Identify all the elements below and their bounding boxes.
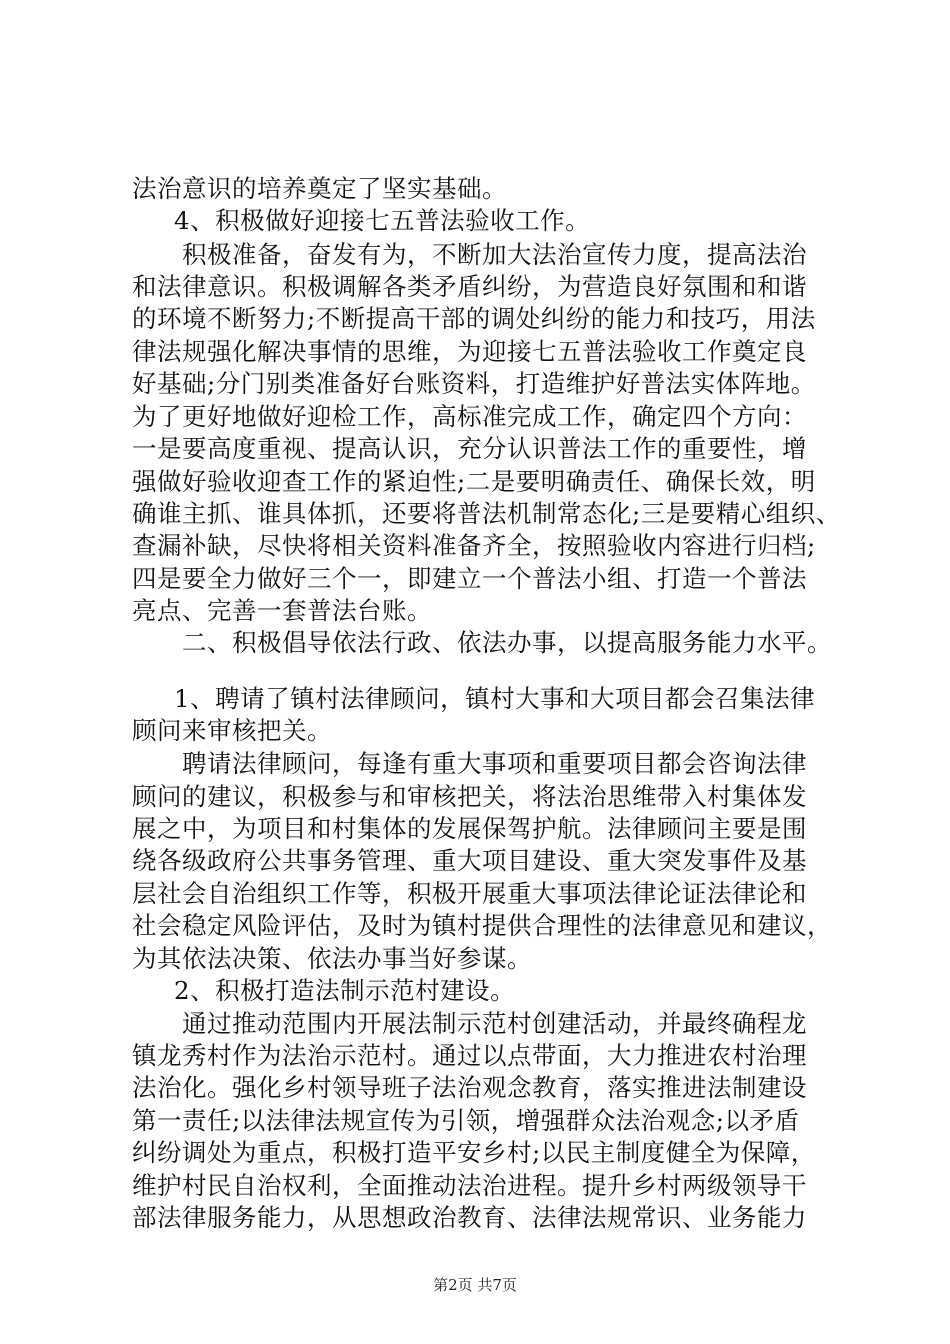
text-line: 维护村民自治权利，全面推动法治进程。提升乡村两级领导干 [132, 1171, 807, 1200]
text-line: 社会稳定风险评估，及时为镇村提供合理性的法律意见和建议， [132, 911, 832, 940]
text-line: 和法律意识。积极调解各类矛盾纠纷，为营造良好氛围和和谐 [132, 272, 807, 301]
text-line: 好基础;分门别类准备好台账资料，打造维护好普法实体阵地。 [132, 369, 816, 398]
text-line: 的环境不断努力;不断提高干部的调处纠纷的能力和技巧，用法 [132, 304, 816, 333]
text-line: 确谁主抓、谁具体抓，还要将普法机制常态化;三是要精心组织、 [132, 499, 841, 528]
text-line: 1、聘请了镇村法律顾问，镇村大事和大项目都会召集法律 [174, 684, 816, 713]
text-line: 为了更好地做好迎检工作，高标准完成工作，确定四个方向： [132, 402, 807, 431]
text-line: 纠纷调处为重点，积极打造平安乡村;以民主制度健全为保障， [132, 1138, 816, 1167]
text-line: 聘请法律顾问，每逢有重大事项和重要项目都会咨询法律 [182, 749, 807, 778]
text-line: 律法规强化解决事情的思维，为迎接七五普法验收工作奠定良 [132, 337, 807, 366]
text-line: 4、积极做好迎接七五普法验收工作。 [174, 206, 591, 235]
text-line: 一是要高度重视、提高认识，充分认识普法工作的重要性，增 [132, 434, 807, 463]
text-line: 镇龙秀村作为法治示范村。通过以点带面，大力推进农村治理 [132, 1041, 807, 1070]
text-line: 展之中，为项目和村集体的发展保驾护航。法律顾问主要是围 [132, 814, 807, 843]
text-line: 通过推动范围内开展法制示范村创建活动，并最终确程龙 [182, 1009, 807, 1038]
text-line: 四是要全力做好三个一，即建立一个普法小组、打造一个普法 [132, 564, 807, 593]
text-line: 部法律服务能力，从思想政治教育、法律法规常识、业务能力 [132, 1203, 807, 1232]
text-line: 为其依法决策、依法办事当好参谋。 [132, 944, 532, 973]
text-line: 顾问的建议，积极参与和审核把关，将法治思维带入村集体发 [132, 782, 807, 811]
text-line: 层社会自治组织工作等，积极开展重大事项法律论证法律论和 [132, 879, 807, 908]
text-line: 第一责任;以法律法规宣传为引领，增强群众法治观念;以矛盾 [132, 1106, 800, 1135]
text-line: 2、积极打造法制示范村建设。 [174, 976, 516, 1005]
page-number: 第2页 共7页 [433, 1276, 517, 1294]
section-heading: 二、积极倡导依法行政、依法办事，以提高服务能力水平。 [182, 628, 832, 657]
text-line: 法治意识的培养奠定了坚实基础。 [132, 174, 507, 203]
text-line: 顾问来审核把关。 [132, 716, 332, 745]
text-line: 法治化。强化乡村领导班子法治观念教育，落实推进法制建设 [132, 1073, 807, 1102]
text-line: 积极准备，奋发有为，不断加大法治宣传力度，提高法治 [182, 240, 807, 269]
text-line: 强做好验收迎查工作的紧迫性;二是要明确责任、确保长效，明 [132, 467, 816, 496]
text-line: 查漏补缺，尽快将相关资料准备齐全，按照验收内容进行归档; [132, 531, 816, 560]
text-line: 亮点、完善一套普法台账。 [132, 596, 432, 625]
text-line: 绕各级政府公共事务管理、重大项目建设、重大突发事件及基 [132, 846, 807, 875]
